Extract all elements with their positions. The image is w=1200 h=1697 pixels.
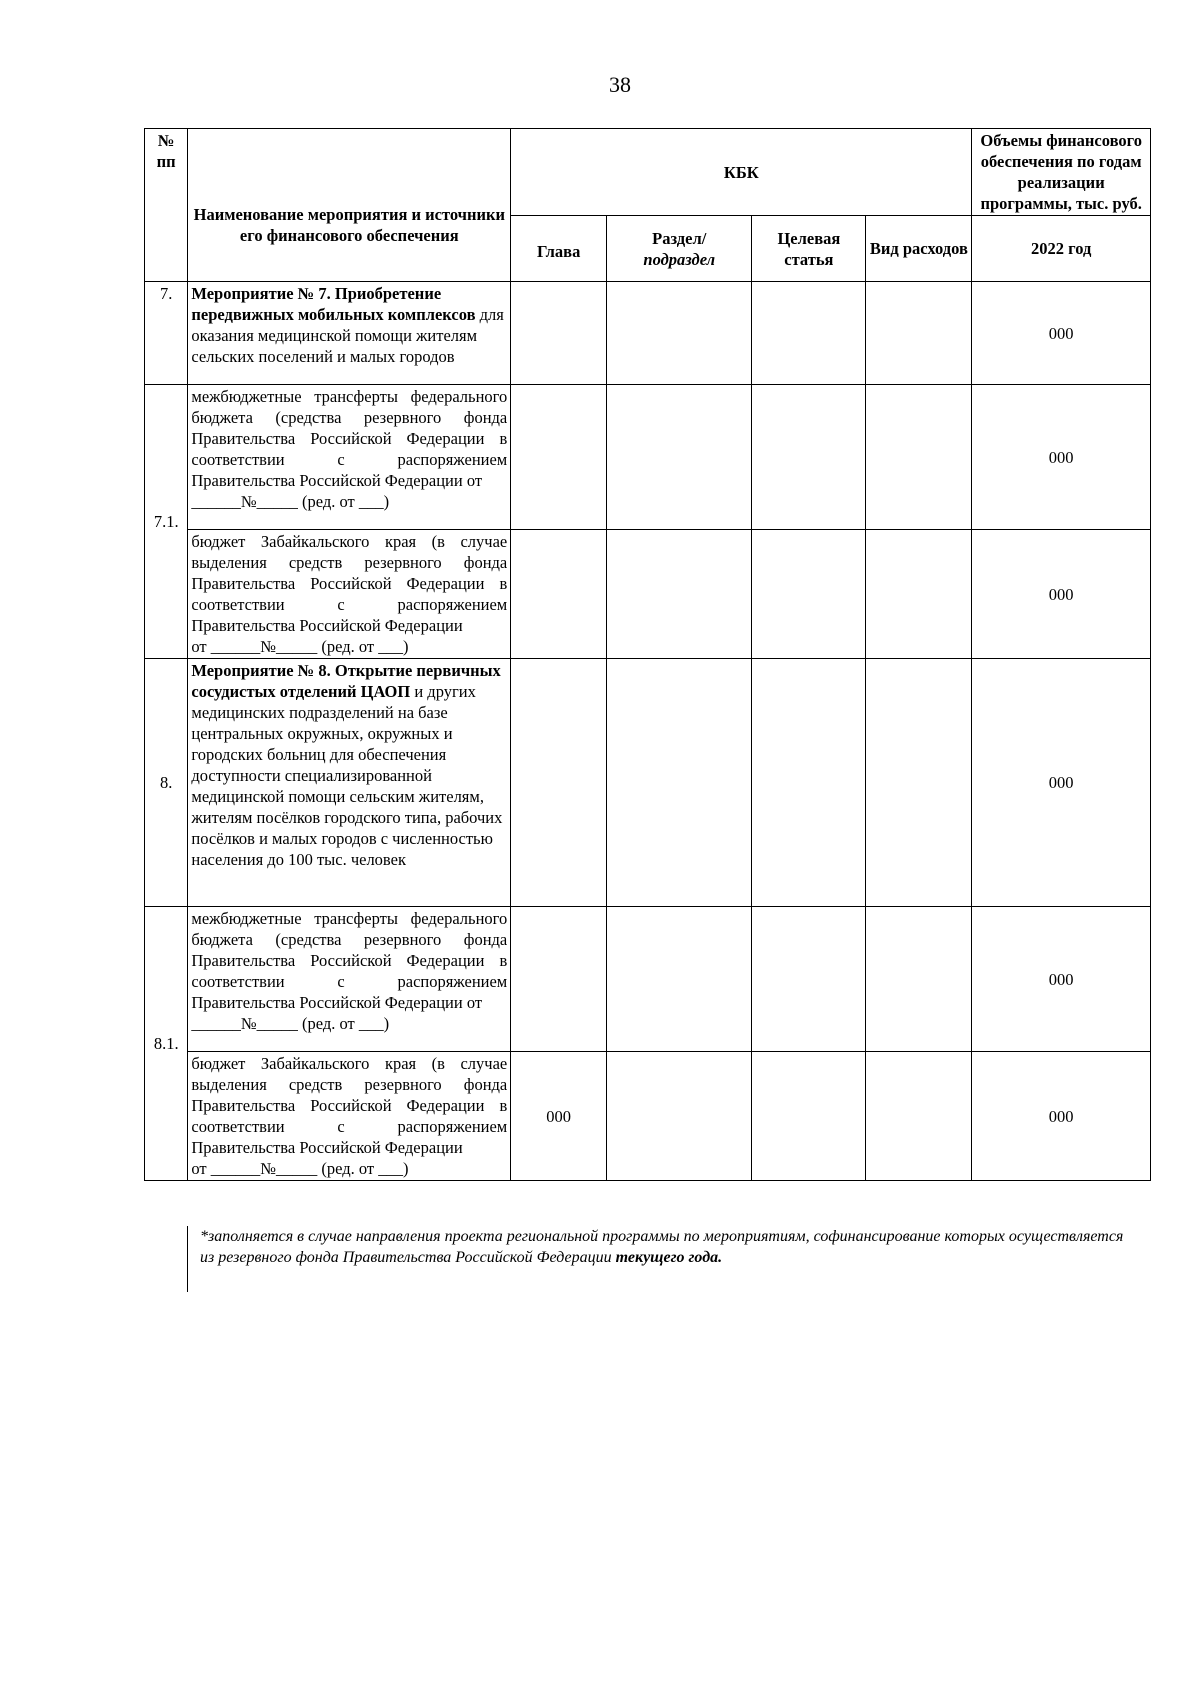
row-name-bold: Мероприятие № 7. Приобретение передвижных мобильных комплексов [191, 284, 476, 324]
cell-glava [511, 659, 607, 907]
header-year: 2022 год [972, 216, 1151, 282]
cell-vid [866, 1052, 972, 1181]
row-source-regional [188, 530, 511, 659]
cell-glava [511, 907, 607, 1052]
row-name-bold: Мероприятие № 8. Открытие первичных сосудистых отделений ЦАОП [191, 661, 501, 701]
table-row [145, 530, 1151, 659]
cell-vid [866, 385, 972, 530]
header-num: № пп [145, 129, 188, 282]
header-razdel-line2: подраздел [643, 249, 716, 269]
cell-glava [511, 385, 607, 530]
cell-celevaya [752, 1052, 866, 1181]
row-name-rest: для оказания медицинской помощи жителям сельских поселений и малых городов [191, 305, 504, 366]
table-row [145, 1052, 1151, 1181]
header-razdel [607, 216, 752, 282]
header-vid: Вид расходов [866, 216, 972, 282]
header-row-top [145, 129, 1151, 216]
table-row [145, 282, 1151, 385]
row-source-regional [188, 1052, 511, 1181]
cell-vid [866, 530, 972, 659]
source-text-last: ______№_____ (ред. от ___) [191, 492, 390, 511]
source-text: межбюджетные трансферты федерального бюджета (средства резервного фонда Правительства Российской Федерации в соответствии с распоряжением Правительства Российской Федерации от [191, 387, 508, 490]
row-number [145, 907, 188, 1181]
cell-razdel [607, 530, 752, 659]
row-number-text: 7.1. [153, 512, 179, 531]
cell-value: 000 [972, 659, 1151, 907]
cell-razdel [607, 907, 752, 1052]
cell-razdel [607, 659, 752, 907]
source-text-last: ______№_____ (ред. от ___) [191, 1014, 390, 1033]
footnote [200, 1226, 1130, 1268]
header-celevaya: Целевая статья [752, 216, 866, 282]
row-number: 7. [145, 282, 188, 385]
row-number: 8. [145, 659, 188, 907]
table-row [145, 659, 1151, 907]
row-number [145, 385, 188, 659]
cell-glava [511, 530, 607, 659]
row-number-text: 8.1. [153, 1034, 179, 1053]
header-razdel-line1: Раздел/ [652, 228, 707, 248]
cell-razdel [607, 282, 752, 385]
cell-glava: 000 [511, 1052, 607, 1181]
cell-celevaya [752, 282, 866, 385]
source-text: бюджет Забайкальского края (в случае выделения средств резервного фонда Правительства Российской Федерации в соответствии с распоряжением Правительства Российской Федерации [191, 532, 508, 635]
header-kbk: КБК [511, 129, 972, 216]
source-text-last: от ______№_____ (ред. от ___) [191, 637, 409, 656]
source-text-last: от ______№_____ (ред. от ___) [191, 1159, 409, 1178]
row-name-rest: и других медицинских подразделений на базе центральных окружных, окружных и городских больниц для обеспечения доступности специализированной медицинской помощи сельским жителям, жителям посёлков городского типа, рабочих посёлков и малых городов с численностью населения до 100 тыс. человек [191, 682, 503, 869]
header-glava: Глава [511, 216, 607, 282]
row-name [188, 659, 511, 907]
cell-value: 000 [972, 530, 1151, 659]
cell-vid [866, 659, 972, 907]
cell-razdel [607, 1052, 752, 1181]
margin-line [187, 1226, 188, 1292]
cell-value: 000 [972, 907, 1151, 1052]
cell-celevaya [752, 530, 866, 659]
cell-celevaya [752, 385, 866, 530]
cell-value: 000 [972, 282, 1151, 385]
footnote-text: *заполняется в случае направления проекта региональной программы по мероприятиям, софинансирование которых осуществляется из резервного фонда Правительства Российской Федерации [200, 1228, 1124, 1266]
cell-celevaya [752, 659, 866, 907]
table-row [145, 385, 1151, 530]
table-row [145, 907, 1151, 1052]
row-source-federal [188, 385, 511, 530]
header-name: Наименование мероприятия и источники его финансового обеспечения [188, 129, 511, 282]
cell-razdel [607, 385, 752, 530]
cell-vid [866, 282, 972, 385]
cell-vid [866, 907, 972, 1052]
cell-value: 000 [972, 1052, 1151, 1181]
footnote-emphasis: текущего года. [615, 1249, 723, 1266]
source-text: межбюджетные трансферты федерального бюджета (средства резервного фонда Правительства Российской Федерации в соответствии с распоряжением Правительства Российской Федерации от [191, 909, 508, 1012]
row-source-federal [188, 907, 511, 1052]
page-number: 38 [609, 72, 631, 97]
cell-celevaya [752, 907, 866, 1052]
row-name [188, 282, 511, 385]
header-volumes: Объемы финансового обеспечения по годам реализации программы, тыс. руб. [972, 129, 1151, 216]
financing-table [144, 128, 1151, 1181]
source-text: бюджет Забайкальского края (в случае выделения средств резервного фонда Правительства Российской Федерации в соответствии с распоряжением Правительства Российской Федерации [191, 1054, 508, 1157]
cell-value: 000 [972, 385, 1151, 530]
cell-glava [511, 282, 607, 385]
